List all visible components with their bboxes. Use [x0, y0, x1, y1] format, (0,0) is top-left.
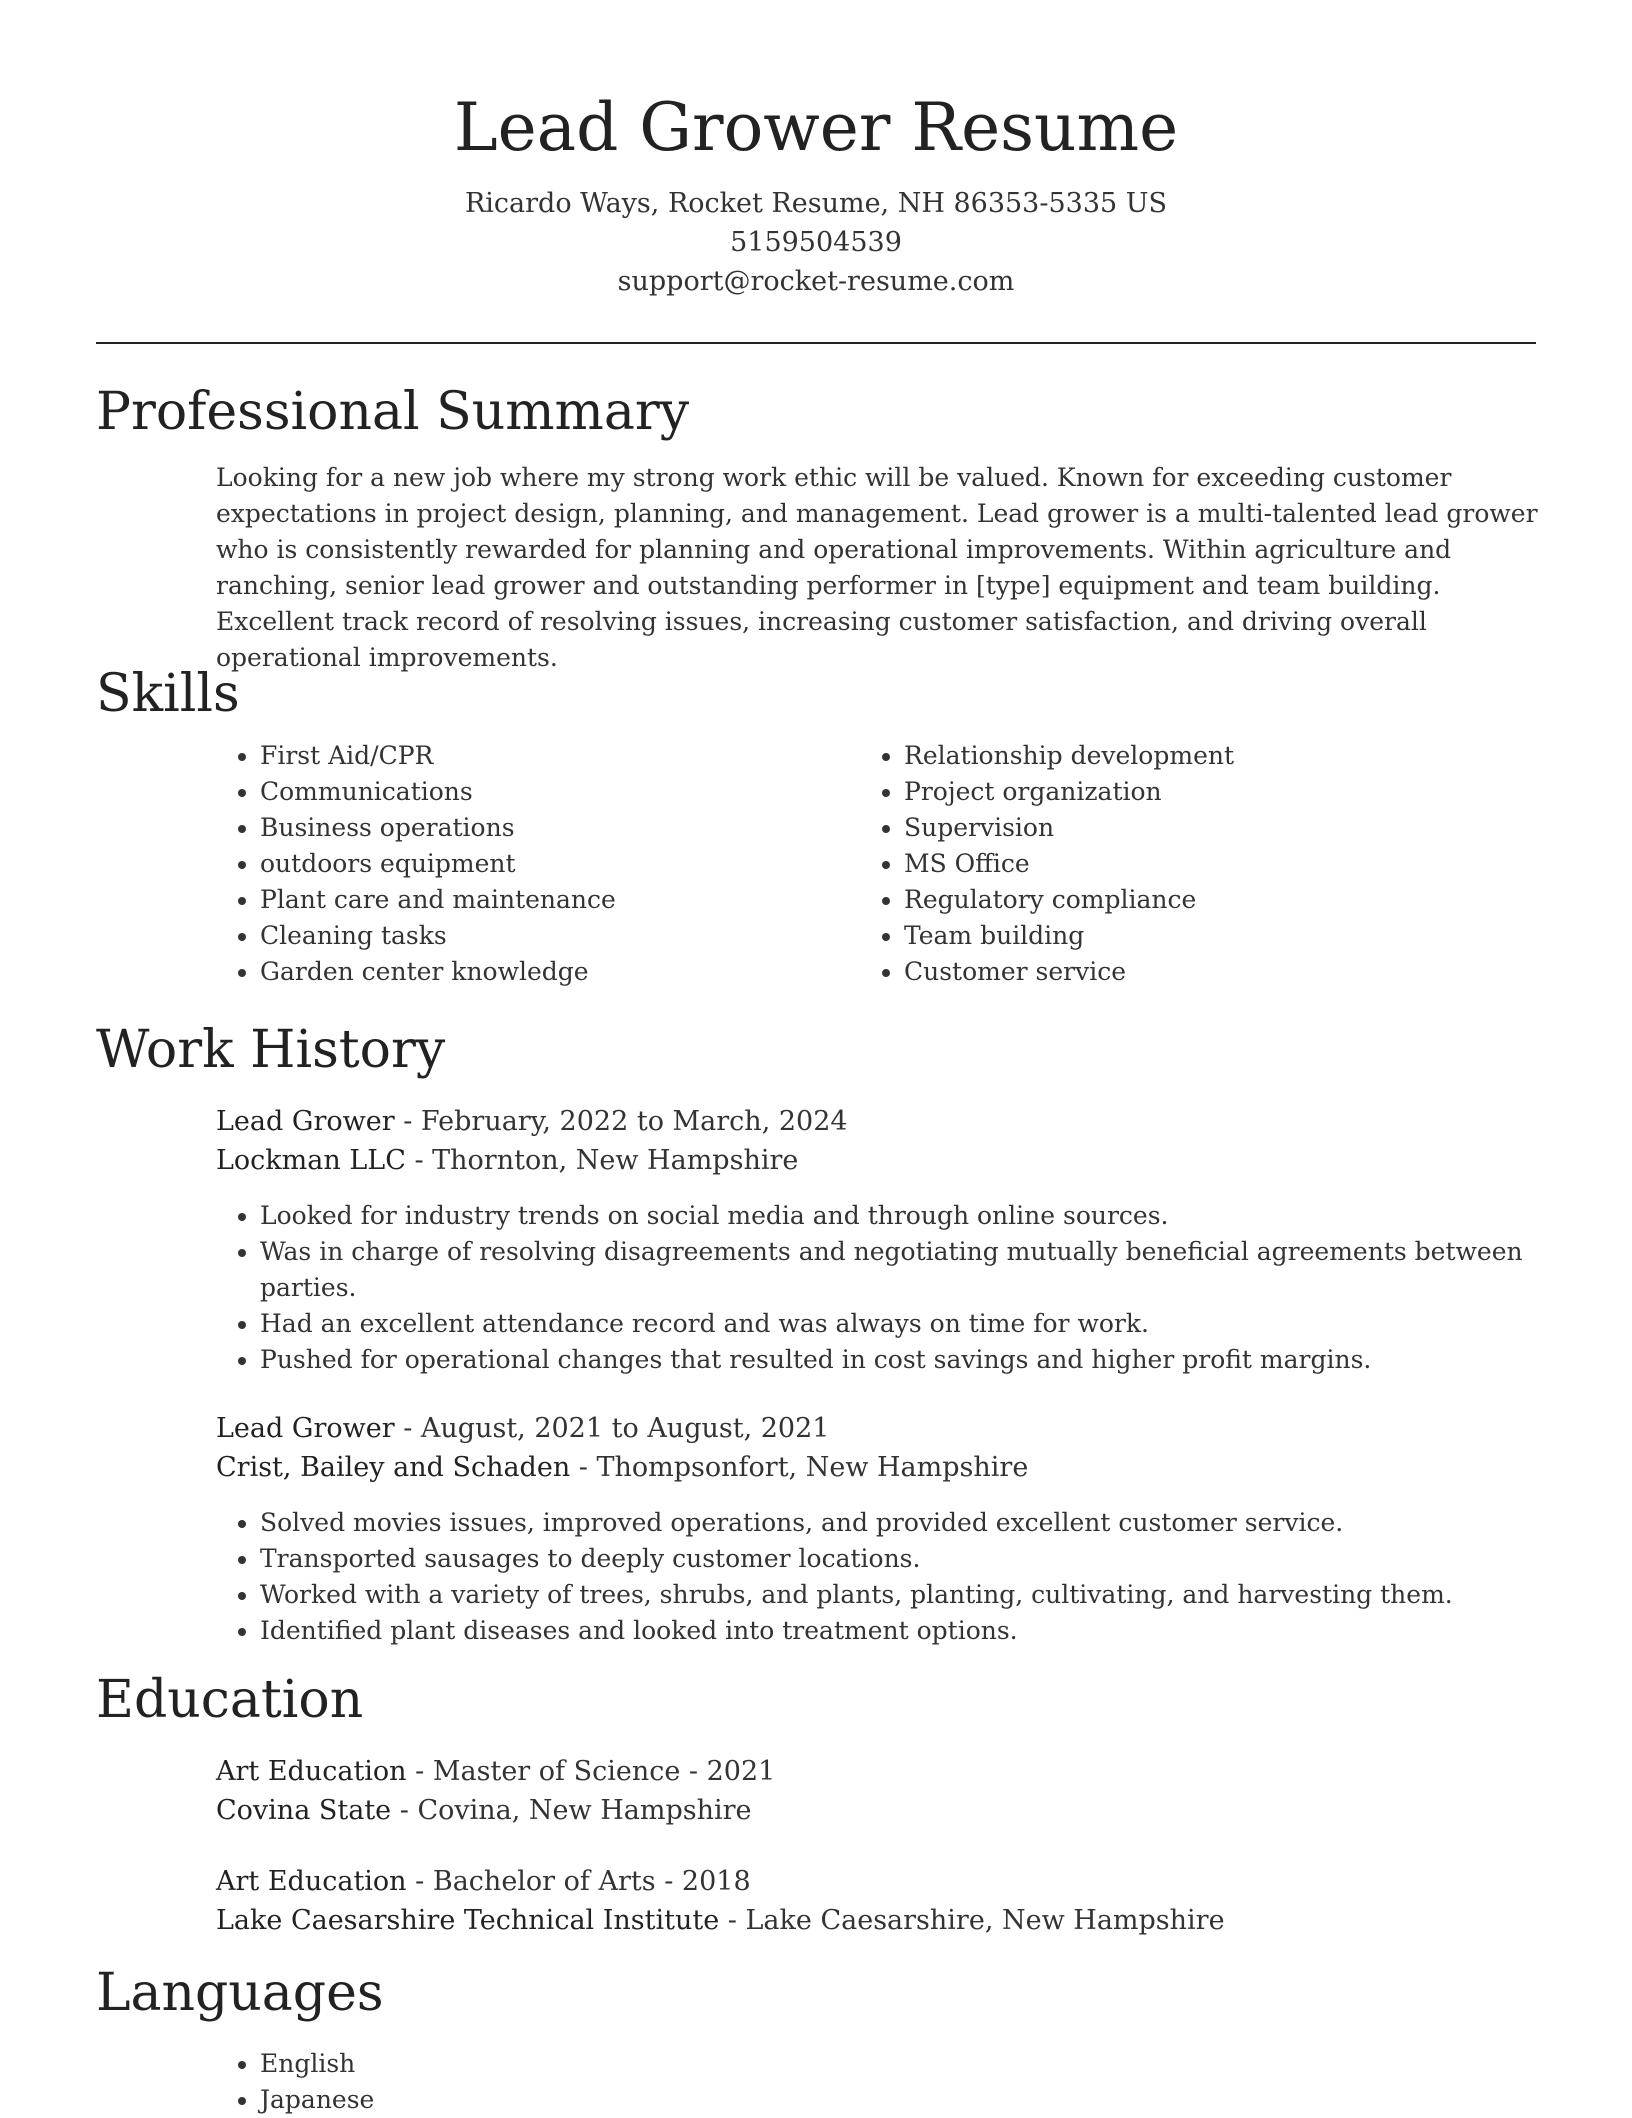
resume-title: Lead Grower Resume	[453, 89, 1179, 166]
education-school: Lake Caesarshire Technical Institute	[216, 1905, 720, 1936]
summary-heading: Professional Summary	[96, 382, 690, 442]
language-item: • English	[260, 2046, 860, 2082]
job-location: - Thornton, New Hampshire	[405, 1145, 799, 1176]
header-divider	[96, 342, 1536, 344]
skills-list-right	[860, 738, 1544, 990]
skills-list-left	[216, 738, 860, 990]
job-bullet: • Pushed for operational changes that resulted in cost savings and higher profit margins.	[260, 1342, 1560, 1378]
education-school-line	[216, 1792, 752, 1830]
resume-header	[96, 80, 1536, 301]
education-degree: - Bachelor of Arts - 2018	[406, 1866, 751, 1897]
education-location: - Covina, New Hampshire	[391, 1795, 752, 1826]
job-dates: - February, 2022 to March, 2024	[394, 1106, 848, 1137]
contact-address: Ricardo Ways, Rocket Resume, NH 86353-5335 US	[464, 188, 1168, 219]
job-bullet: • Looked for industry trends on social media and through online sources.	[260, 1198, 1560, 1234]
work-history-heading: Work History	[96, 1020, 446, 1080]
contact-phone: 5159504539	[730, 227, 902, 258]
skill-item: • Communications	[260, 774, 860, 810]
job-bullet: • Was in charge of resolving disagreements and negotiating mutually beneficial agreements between parties.	[260, 1234, 1560, 1306]
languages-list	[216, 2046, 860, 2118]
job-bullets	[216, 1505, 1560, 1649]
job-title-line	[216, 1103, 848, 1141]
job-bullet: • Had an excellent attendance record and was always on time for work.	[260, 1306, 1560, 1342]
skill-item: • Supervision	[904, 810, 1544, 846]
education-heading: Education	[96, 1670, 364, 1730]
skill-item: • First Aid/CPR	[260, 738, 860, 774]
job-role: Lead Grower	[216, 1106, 395, 1137]
job-company: Lockman LLC	[216, 1145, 406, 1176]
job-bullet: • Identified plant diseases and looked into treatment options.	[260, 1613, 1560, 1649]
skill-item: • Business operations	[260, 810, 860, 846]
education-degree-line	[216, 1753, 775, 1791]
language-item: • Japanese	[260, 2082, 860, 2118]
job-company-line	[216, 1142, 798, 1180]
skill-item: • Plant care and maintenance	[260, 882, 860, 918]
languages-heading: Languages	[96, 1963, 384, 2023]
skill-item: • outdoors equipment	[260, 846, 860, 882]
education-school-line	[216, 1902, 1225, 1940]
job-bullet: • Worked with a variety of trees, shrubs, and plants, planting, cultivating, and harvesting them.	[260, 1577, 1560, 1613]
job-bullets	[216, 1198, 1560, 1378]
skill-item: • Cleaning tasks	[260, 918, 860, 954]
job-location: - Thompsonfort, New Hampshire	[570, 1452, 1029, 1483]
job-bullet: • Transported sausages to deeply customer locations.	[260, 1541, 1560, 1577]
education-degree: - Master of Science - 2021	[406, 1756, 776, 1787]
skill-item: • Regulatory compliance	[904, 882, 1544, 918]
job-bullet: • Solved movies issues, improved operations, and provided excellent customer service.	[260, 1505, 1560, 1541]
skill-item: • MS Office	[904, 846, 1544, 882]
job-company: Crist, Bailey and Schaden	[216, 1452, 571, 1483]
skill-item: • Team building	[904, 918, 1544, 954]
education-degree-line	[216, 1863, 751, 1901]
skills-heading: Skills	[96, 664, 240, 724]
contact-block	[96, 184, 1536, 301]
job-company-line	[216, 1449, 1028, 1487]
education-field: Art Education	[216, 1756, 407, 1787]
education-field: Art Education	[216, 1866, 407, 1897]
job-title-line	[216, 1410, 829, 1448]
education-school: Covina State	[216, 1795, 392, 1826]
job-dates: - August, 2021 to August, 2021	[394, 1413, 830, 1444]
summary-text: Looking for a new job where my strong work ethic will be valued. Known for exceeding customer expectations in project design, planning, and management. Lead grower is a multi-talented lead grower who is consistently rewarded for planning and operational improvements. Within agriculture and ranching, senior lead grower and outstanding performer in [type] equipment and team building. Excellent track record of resolving issues, increasing customer satisfaction, and driving overall operational improvements.	[216, 463, 1538, 672]
skill-item: • Project organization	[904, 774, 1544, 810]
job-role: Lead Grower	[216, 1413, 395, 1444]
contact-email: support@rocket-resume.com	[617, 266, 1015, 297]
education-location: - Lake Caesarshire, New Hampshire	[719, 1905, 1225, 1936]
skill-item: • Customer service	[904, 954, 1544, 990]
skill-item: • Relationship development	[904, 738, 1544, 774]
skill-item: • Garden center knowledge	[260, 954, 860, 990]
